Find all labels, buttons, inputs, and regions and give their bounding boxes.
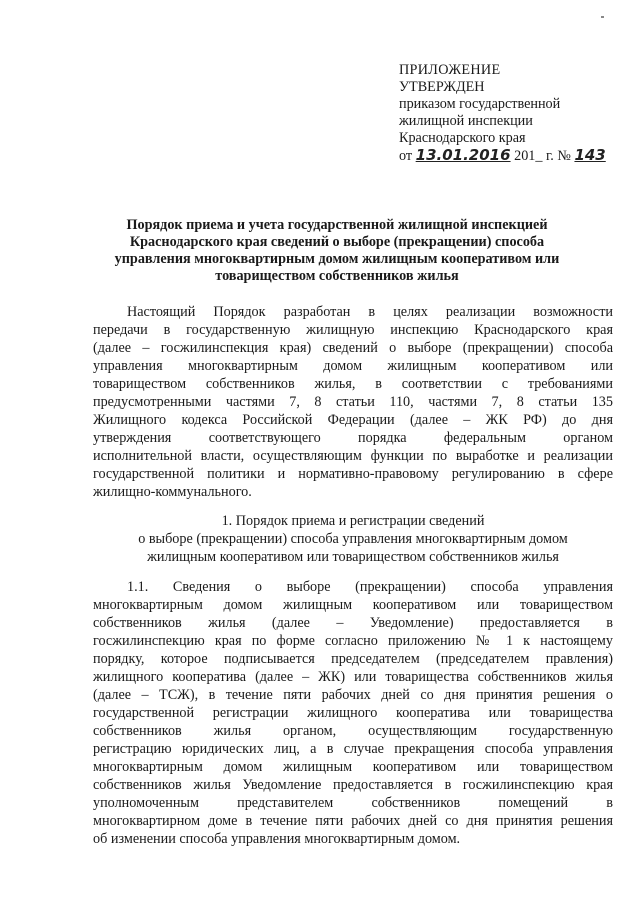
text-line: утверждения соответствующего порядка федеральным органом [93, 430, 613, 446]
text-line: (далее – ТСЖ), в течение пяти рабочих дней со дня принятия решения о [93, 687, 613, 703]
text-line: многоквартирном доме в течение пяти рабочих дней со дня принятия решения [93, 813, 613, 829]
text-line: жилищного кооператива (далее – ЖК) или товарищества собственников жилья [93, 669, 613, 685]
section-heading-line: жилищным кооперативом или товариществом собственников жилья [147, 549, 559, 565]
text-line: госжилинспекцию края по форме согласно приложению № 1 к настоящему [93, 633, 613, 649]
approval-date-line [399, 147, 629, 165]
intro-paragraph [93, 303, 613, 501]
scan-mark [601, 16, 604, 18]
text-line: государственной регистрации жилищного кооператива или товарищества [93, 705, 613, 721]
text-line: 1.1. Сведения о выборе (прекращении) способа управления [127, 579, 613, 595]
text-line: жилищно-коммунального. [93, 484, 252, 500]
approval-line-1: приказом государственной [399, 96, 561, 112]
date-year-suffix: 201_ г. [514, 148, 554, 164]
text-line: собственников жилья (далее – Уведомление) предоставляется в [93, 615, 613, 631]
text-line: многоквартирным домом жилищным кооперативом или товариществом [93, 759, 613, 775]
text-line: об изменении способа управления многоквартирным домом. [93, 831, 461, 847]
paragraph-1-1 [93, 578, 613, 848]
text-line: государственной политики и нормативно-правовому регулированию в сфере [93, 466, 613, 482]
approval-block [399, 62, 629, 165]
title-line: товариществом собственников жилья [215, 268, 459, 284]
date-prefix: от [399, 148, 413, 164]
text-line: многоквартирным домом жилищным кооперативом или товариществом [93, 597, 613, 613]
text-line: уполномоченным представителем собственников помещений в [93, 795, 613, 811]
approved-label: УТВЕРЖДЕН [399, 79, 485, 95]
title-line: управления многоквартирным домом жилищным кооперативом или [114, 251, 560, 267]
document-title [92, 217, 582, 285]
text-line: (далее – госжилинспекция края) сведений о выборе (прекращении) способа [93, 340, 613, 356]
text-line: предусмотренными частями 7, 8 статьи 110, частями 7, 8 статьи 135 [93, 394, 613, 410]
section-1-heading [93, 512, 613, 566]
approval-line-2: жилищной инспекции [399, 113, 533, 129]
text-line: регистрацию юридических лиц, а в случае прекращения способа управления [93, 741, 613, 757]
handwritten-number: 143 [574, 146, 606, 164]
text-line: собственников жилья органом, осуществляющим государственную [93, 723, 613, 739]
title-line: Краснодарского края сведений о выборе (прекращении) способа [129, 234, 545, 250]
handwritten-date: 13.01.2016 [415, 146, 511, 164]
text-line: Жилищного кодекса Российской Федерации (далее – ЖК РФ) до дня [93, 412, 613, 428]
text-line: передачи в государственную жилищную инспекцию Краснодарского края [93, 322, 613, 338]
text-line: управления многоквартирным домом жилищным кооперативом или [93, 358, 613, 374]
approval-line-3: Краснодарского края [399, 130, 526, 146]
text-line: собственников жилья Уведомление предоставляется в госжилинспекцию края [93, 777, 613, 793]
text-line: Настоящий Порядок разработан в целях реализации возможности [127, 304, 613, 320]
text-line: порядку, которое подписывается председателем (председателем правления) [93, 651, 613, 667]
title-line: Порядок приема и учета государственной жилищной инспекцией [126, 217, 548, 233]
section-heading-line: о выборе (прекращении) способа управления многоквартирным домом [138, 531, 568, 547]
section-heading-line: 1. Порядок приема и регистрации сведений [221, 513, 485, 529]
text-line: товариществом собственников жилья, в соответствии с требованиями [93, 376, 613, 392]
number-label: № [557, 148, 571, 164]
appendix-label: ПРИЛОЖЕНИЕ [399, 62, 501, 78]
text-line: исполнительной власти, осуществляющим функции по выработке и реализации [93, 448, 613, 464]
